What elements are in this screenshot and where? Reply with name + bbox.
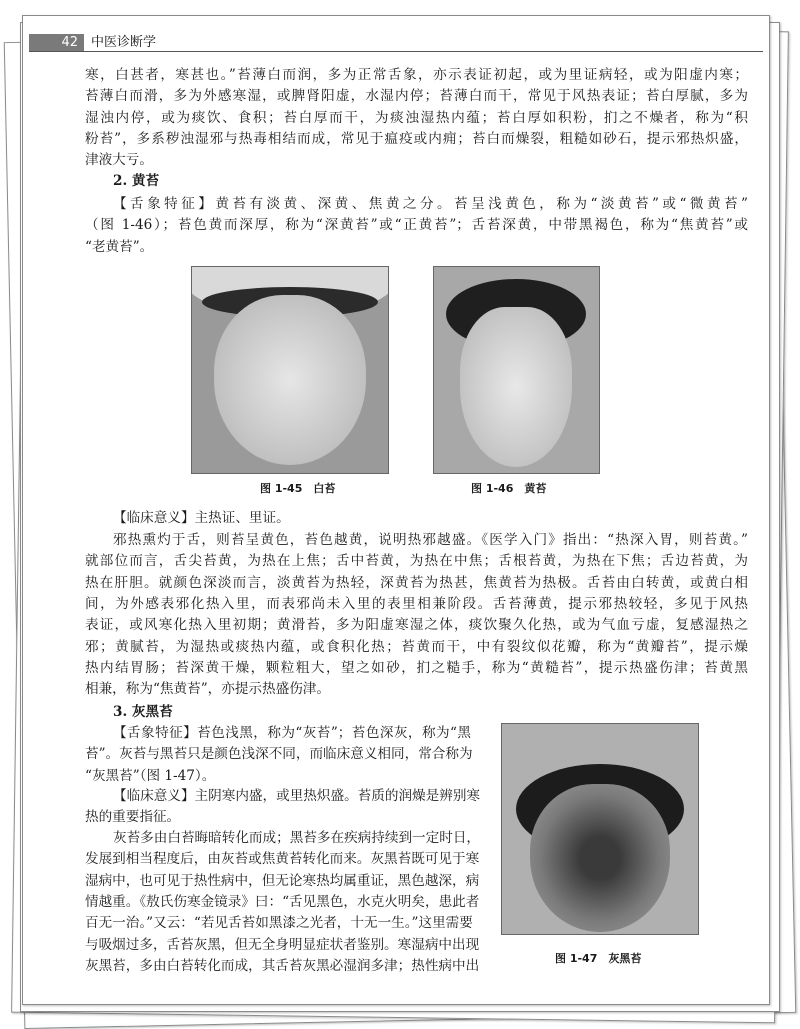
paragraph-line: 邪热熏灼于舌，则苔呈黄色，苔色越黄，说明热邪越盛。《医学入门》指出：“热深入胃，则苔黄。” [113,532,748,548]
paragraph-line: 苔薄白而滑，多为外感寒湿，或脾肾阳虚，水湿内停；苔薄白而干，常见于风热表证；苔白厚腻，多为 [85,88,748,105]
figure-yellow-coating-tongue [433,266,600,474]
paragraph-line: 【临床意义】主热证、里证。 [113,510,290,526]
figure-white-coating-tongue [191,266,389,474]
paragraph-line: 【临床意义】主阴寒内盛，或里热炽盛。苔质的润燥是辨别寒 [113,788,481,804]
paragraph-line: 表证，或风寒化热入里初期；黄滑苔，多为阳虚寒湿之体，痰饮聚久化热，或为气血亏虚，复感湿热之 [85,617,748,634]
paragraph-line: “灰黑苔”（图 1-47）。 [85,767,216,784]
book-page [22,15,770,1005]
running-header [29,34,763,52]
tongue-image [530,784,670,932]
paragraph-line: 与吸烟过多，舌苔灰黑，但无全身明显症状者鉴别。寒湿病中出现 [85,936,480,953]
section-heading: 2. 黄苔 [113,173,160,189]
figure-gray-black-coating-tongue [501,723,699,935]
paragraph-line: “老黄苔”。 [85,238,154,255]
paragraph-line: 邪；黄腻苔，为湿热或痰热内蕴，或食积化热；苔黄而干，中有裂纹似花瓣，称为“黄瓣苔”，提示燥 [85,638,748,655]
paragraph-line: 发展到相当程度后，由灰苔或焦黄苔转化而来。灰黑苔既可见于寒 [85,851,480,868]
paragraph-line: 热的重要指征。 [85,809,181,826]
paragraph-line: 情越重。《敖氏伤寒金镜录》曰：“舌见黑色，水克火明矣，患此者 [85,893,480,910]
figure-caption: 图 1-45 白苔 [260,482,336,495]
paragraph-line: 湿浊内停，或为痰饮、食积；苔白厚而干，为痰浊湿热内蕴；苔白厚如积粉，扪之不燥者，称为“积 [85,109,748,126]
section-heading: 3. 灰黑苔 [113,704,173,720]
paragraph-line: 湿病中，也可见于热性病中，但无论寒热均属重证，黑色越深，病 [85,872,480,889]
tongue-image [214,295,366,465]
paragraph-line: 寒，白甚者，寒甚也。”苔薄白而润，多为正常舌象，亦示表证初起，或为里证病轻，或为阳虚内寒； [85,67,748,83]
figure-caption: 图 1-46 黄苔 [471,482,547,495]
paragraph-line: 粉苔”，多系秽浊湿邪与热毒相结而成，常见于瘟疫或内痈；苔白而燥裂，粗糙如砂石，提示邪热炽盛， [85,130,748,147]
paragraph-line: 灰黑苔，多由白苔转化而成，其舌苔灰黑必湿润多津；热性病中出 [85,957,480,974]
paragraph-line: 相兼，称为“焦黄苔”，亦提示热盛伤津。 [85,681,330,698]
paragraph-line: 【舌象特征】苔色浅黑，称为“灰苔”；苔色深灰，称为“黑 [113,725,471,741]
paragraph-line: 【舌象特征】黄苔有淡黄、深黄、焦黄之分。苔呈浅黄色，称为“淡黄苔”或“微黄苔” [113,196,748,212]
paragraph-line: （图 1-46）；苔色黄而深厚，称为“深黄苔”或“正黄苔”；舌苔深黄，中带黑褐色，称为“焦黄苔”或 [85,217,748,234]
paragraph-line: 百无一治。”又云：“若见舌苔如黑漆之光者，十无一生。”这里需要 [85,915,473,932]
paragraph-line: 就部位而言，舌尖苔黄，为热在上焦；舌中苔黄，为热在中焦；舌根苔黄，为热在下焦；舌边苔黄，为 [85,553,748,570]
paragraph-line: 津液大亏。 [85,152,153,169]
book-title: 中医诊断学 [91,35,157,50]
tongue-image [460,307,572,467]
paragraph-line: 苔”。灰苔与黑苔只是颜色浅深不同，而临床意义相同，常合称为 [85,746,473,763]
figure-caption: 图 1-47 灰黑苔 [555,952,642,965]
paragraph-line: 灰苔多由白苔晦暗转化而成；黑苔多在疾病持续到一定时日， [113,830,481,846]
page-number: 42 [29,34,84,51]
paragraph-line: 热内结胃肠；苔深黄干燥，颗粒粗大，望之如砂，扪之糙手，称为“黄糙苔”，提示热盛伤津；苔黄黑 [85,659,748,676]
paragraph-line: 间，为外感表邪化热入里，而表邪尚未入里的表里相兼阶段。舌苔薄黄，提示邪热较轻，多见于风热 [85,595,748,612]
paragraph-line: 热在肝胆。就颜色深淡而言，淡黄苔为热轻，深黄苔为热甚，焦黄苔为热极。舌苔由白转黄，或黄白相 [85,574,748,591]
